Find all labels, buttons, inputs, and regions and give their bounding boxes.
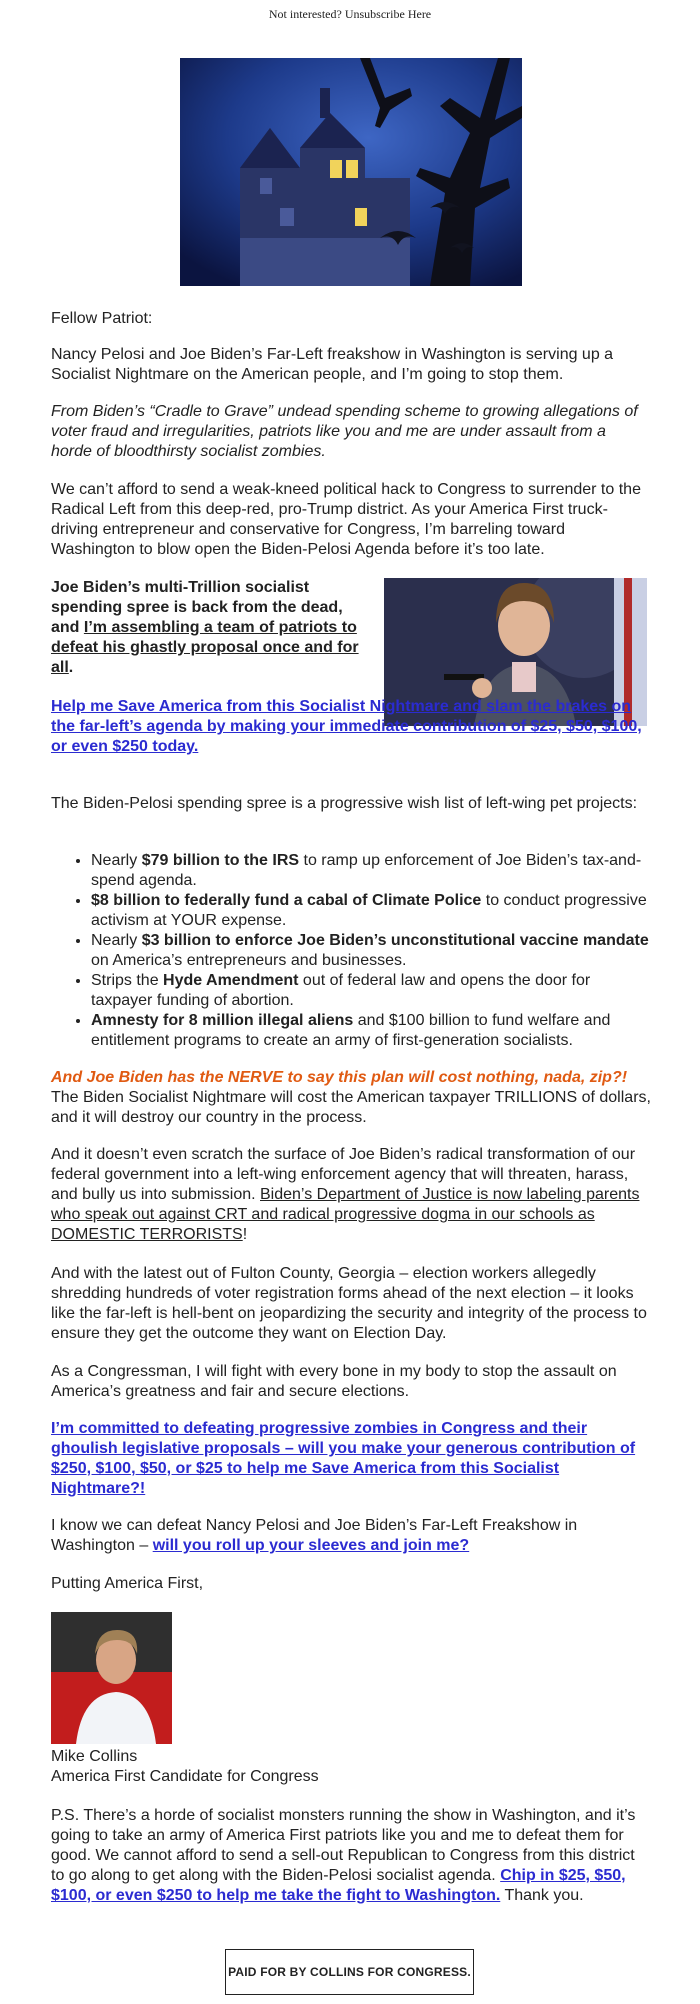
haunted-house-banner <box>180 58 522 286</box>
unsubscribe-line <box>0 7 700 22</box>
donate-link-3[interactable]: Chip in $25, $50, $100, or even $250 to help me take the fight to Washington. <box>51 1867 626 1904</box>
paragraph-intro: Nancy Pelosi and Joe Biden’s Far-Left freakshow in Washington is serving up a Socialist Nightmare on the American people, and I’m going to stop them. <box>51 346 614 383</box>
paragraph-italic: From Biden’s “Cradle to Grave” undead spending scheme to growing allegations of voter fraud and irregularities, patriots like you and me are under assault from a horde of bloodthirsty socialist zombies. <box>51 403 638 460</box>
paragraph-join: I know we can defeat Nancy Pelosi and Joe Biden’s Far-Left Freakshow in Washington – will you roll up your sleeves and join me? <box>51 1517 578 1554</box>
list-item: • $8 billion to federally fund a cabal of Climate Police to conduct progressive activism at YOUR expense. <box>91 891 651 931</box>
list-item: • Nearly $79 billion to the IRS to ramp up enforcement of Joe Biden’s tax-and-spend agenda. <box>91 851 651 891</box>
paragraph-doj: And it doesn’t even scratch the surface of Joe Biden’s radical transformation of our federal government into a left-wing enforcement agency that will threaten, harass, and bully us into submission. Biden’s Department of Justice is now labeling parents who speak out against CRT and radical progressive dogma in our schools as DOMESTIC TERRORISTS! <box>51 1146 640 1243</box>
candidate-photo <box>51 1612 172 1744</box>
candidate-title: America First Candidate for Congress <box>51 1768 319 1785</box>
paid-for-disclaimer: PAID FOR BY COLLINS FOR CONGRESS. <box>225 1949 474 1995</box>
signature-block <box>51 1747 651 1787</box>
paragraph-congressman: As a Congressman, I will fight with every bone in my body to stop the assault on America’s greatness and fair and secure elections. <box>51 1363 617 1400</box>
paragraph-team: Joe Biden’s multi-Trillion socialist spending spree is back from the dead, and I’m assembling a team of patriots to defeat his ghastly proposal once and for all. <box>51 579 359 676</box>
unsubscribe-link[interactable]: Not interested? Unsubscribe Here <box>268 7 432 21</box>
signoff: Putting America First, <box>51 1575 204 1592</box>
list-item: • Nearly $3 billion to enforce Joe Biden’s unconstitutional vaccine mandate on America’s entrepreneurs and businesses. <box>91 931 651 971</box>
list-item: • Strips the Hyde Amendment out of federal law and opens the door for taxpayer funding of abortion. <box>91 971 651 1011</box>
greeting: Fellow Patriot: <box>51 310 153 327</box>
donate-link-1[interactable]: Help me Save America from this Socialist Nightmare and slam the brakes on the far-left’s agenda by making your immediate contribution of $25, $50, $100, or even $250 today. <box>51 698 642 755</box>
paragraph-congress: We can’t afford to send a weak-kneed political hack to Congress to surrender to the Radical Left from this deep-red, pro-Trump district. As your America First truck-driving entrepreneur and conservative for Congress, I’m barreling toward Washington to blow open the Biden-Pelosi Agenda before it’s too late. <box>51 481 641 558</box>
paragraph-fulton: And with the latest out of Fulton County, Georgia – election workers allegedly shredding hundreds of voter registration forms ahead of the next election – it looks like the far-left is hell-bent on jeopardizing the security and integrity of the process to ensure they get the outcome they want on Election Day. <box>51 1265 647 1342</box>
paragraph-nerve: And Joe Biden has the NERVE to say this plan will cost nothing, nada, zip?! The Biden Socialist Nightmare will cost the American taxpayer TRILLIONS of dollars, and it will destroy our country in the process. <box>51 1069 651 1126</box>
cta-paragraph-2 <box>51 1419 651 1499</box>
postscript: P.S. There’s a horde of socialist monsters running the show in Washington, and it’s going to take an army of America First patriots like you and me to defeat them for good. We cannot afford to send a sell-out Republican to Congress from this district to go along to get along with the Biden-Pelosi socialist agenda. Chip in $25, $50, $100, or even $250 to help me take the fight to Washington. Thank you. <box>51 1807 636 1904</box>
bullet-list <box>51 851 651 1051</box>
list-item: • Amnesty for 8 million illegal aliens and $100 billion to fund welfare and entitlement programs to create an army of first-generation socialists. <box>91 1011 651 1051</box>
join-link[interactable]: will you roll up your sleeves and join me? <box>152 1537 470 1554</box>
paragraph-spending: The Biden-Pelosi spending spree is a progressive wish list of left-wing pet projects: <box>51 795 638 812</box>
cta-paragraph-1 <box>51 697 651 757</box>
candidate-name: Mike Collins <box>51 1748 138 1765</box>
donate-link-2[interactable]: I’m committed to defeating progressive zombies in Congress and their ghoulish legislative proposals – will you make your generous contribution of $250, $100, $50, or $25 to help me Save America from this Socialist Nightmare?! <box>51 1420 636 1497</box>
